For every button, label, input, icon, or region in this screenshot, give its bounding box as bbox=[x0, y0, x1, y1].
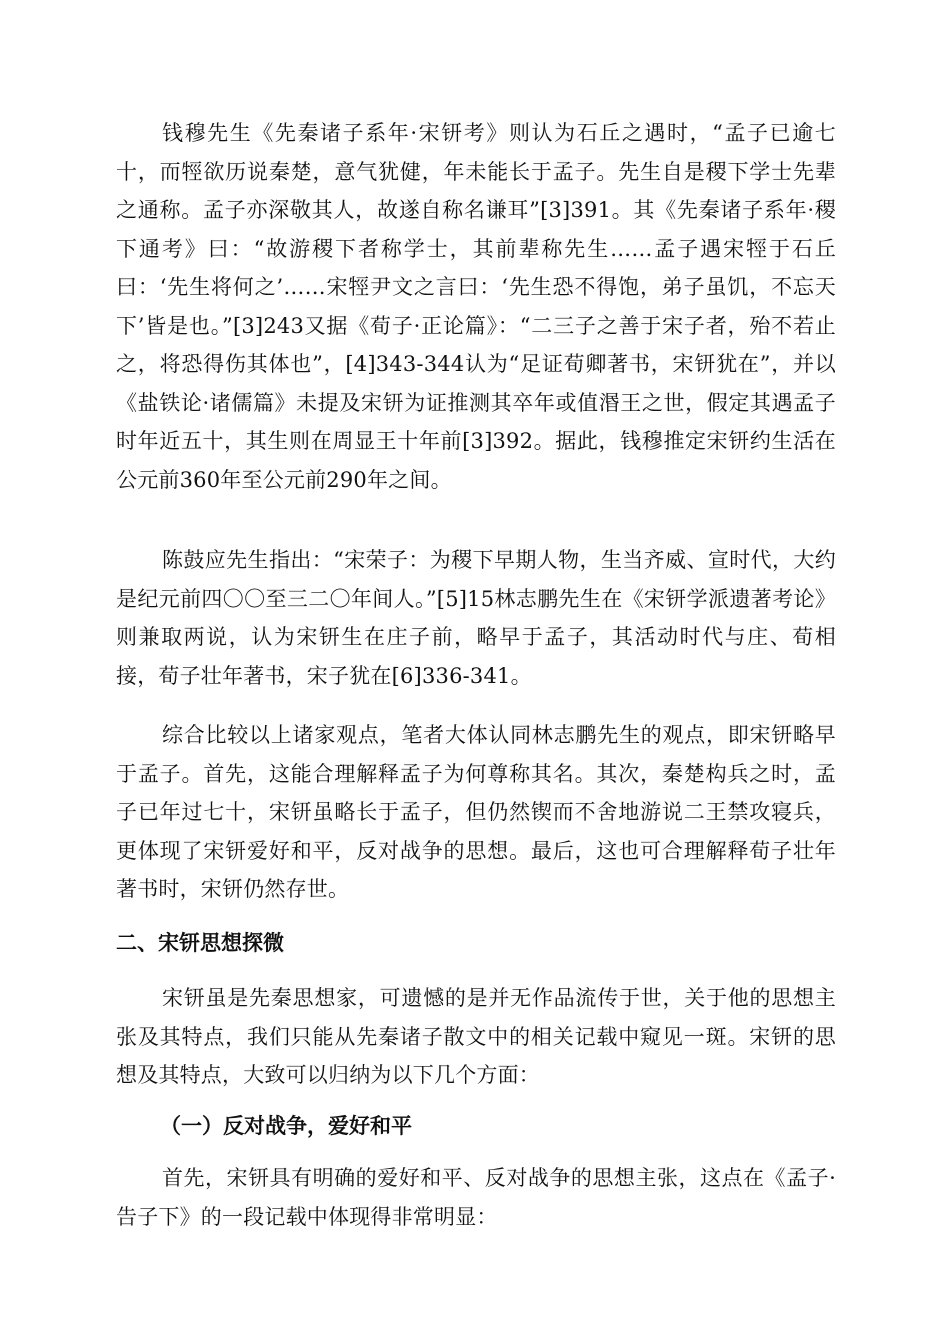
subsection-heading: （一）反对战争，爱好和平 bbox=[160, 1113, 412, 1138]
paragraph-section-intro: 宋钘虽是先秦思想家，可遗憾的是并无作品流传于世，关于他的思想主张及其特点，我们只能从先秦诸子散文中的相关记载中窥见一斑。宋钘的思想及其特点，大致可以归纳为以下几个方面： bbox=[116, 986, 836, 1087]
paragraph-qian-mu: 钱穆先生《先秦诸子系年·宋钘考》则认为石丘之遇时，“孟子已逾七十，而牼欲历说秦楚，意气犹健，年未能长于孟子。先生自是稷下学士先辈之通称。孟子亦深敬其人，故遂自称名谦耳”[3]391。其《先秦诸子系年·稷下通考》曰：“故游稷下者称学士，其前辈称先生……孟子遇宋牼于石丘曰：‘先生将何之’……宋牼尹文之言曰：‘先生恐不得饱，弟子虽饥，不忘天下’皆是也。”[3]243又据《荀子·正论篇》：“二三子之善于宋子者，殆不若止之，将恐得伤其体也”，[4]343-344认为“足证荀卿著书，宋钘犹在”，并以《盐铁论·诸儒篇》未提及宋钘为证推测其卒年或值湣王之世，假定其遇孟子时年近五十，其生则在周显王十年前[3]392。据此，钱穆推定宋钘约生活在公元前360年至公元前290年之间。 bbox=[116, 121, 836, 492]
paragraph-closing: 首先，宋钘具有明确的爱好和平、反对战争的思想主张，这点在《孟子·告子下》的一段记载中体现得非常明显： bbox=[116, 1166, 836, 1229]
paragraph-conclusion: 综合比较以上诸家观点，笔者大体认同林志鹏先生的观点，即宋钘略早于孟子。首先，这能合理解释孟子为何尊称其名。其次，秦楚构兵之时，孟子已年过七十，宋钘虽略长于孟子，但仍然锲而不舍地游说二王禁攻寝兵，更体现了宋钘爱好和平，反对战争的思想。最后，这也可合理解释荀子壮年著书时，宋钘仍然存世。 bbox=[116, 723, 836, 901]
section-heading: 二、宋钘思想探微 bbox=[116, 930, 284, 955]
paragraph-chen-guying: 陈鼓应先生指出：“宋荣子：为稷下早期人物，生当齐威、宣时代，大约是纪元前四〇〇至三二〇年间人。”[5]15林志鹏先生在《宋钘学派遗著考论》则兼取两说，认为宋钘生在庄子前，略早于孟子，其活动时代与庄、荀相接，荀子壮年著书，宋子犹在[6]336-341。 bbox=[116, 548, 836, 688]
